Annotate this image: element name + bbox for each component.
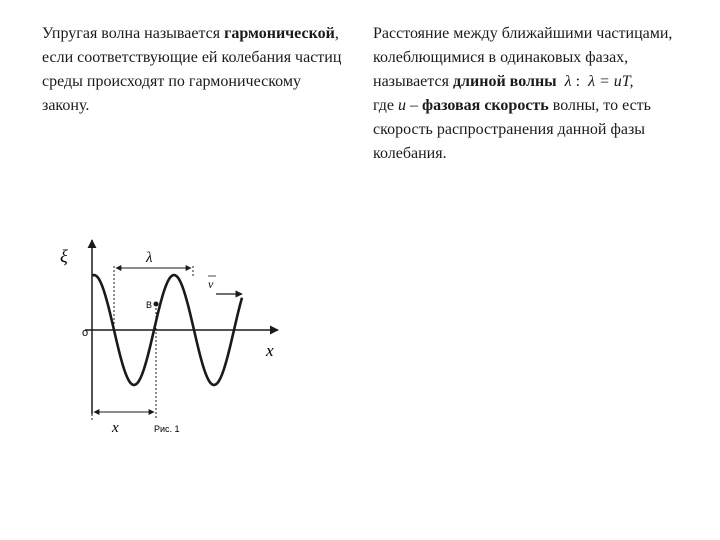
u-symbol: u [398, 97, 407, 114]
term-harmonic: гармонической [224, 25, 335, 42]
x-dim-label: x [112, 420, 119, 436]
term-phase-velocity: фазовая скорость [422, 97, 549, 114]
origin-label: о [82, 327, 89, 339]
x-axis-label: x [266, 341, 274, 360]
wavelength-definition: Расстояние между ближайшими частицами, колеблющимися в одинаковых фазах, называется длиной волны λ : λ = uT, где u – фазовая скорость волны, то есть скорость распространения данной фазы колебания. [373, 25, 673, 162]
lambda-symbol: λ [564, 73, 572, 90]
wave-figure [30, 232, 290, 442]
term-wavelength: длиной волны [452, 73, 557, 90]
lambda-label: λ [146, 250, 153, 266]
point-b-label: B [146, 300, 153, 310]
figure-caption: Рис. 1 [154, 424, 180, 434]
y-axis-label: ξ [60, 246, 68, 266]
wavelength-formula: λ = uT, [588, 73, 634, 90]
harmonic-wave-definition: Упругая волна называется гармонической, если соответствующие ей колебания частиц среды происходят по гармоническому закону. [42, 25, 342, 114]
velocity-label: v [208, 277, 214, 291]
point-b-marker [154, 302, 159, 307]
